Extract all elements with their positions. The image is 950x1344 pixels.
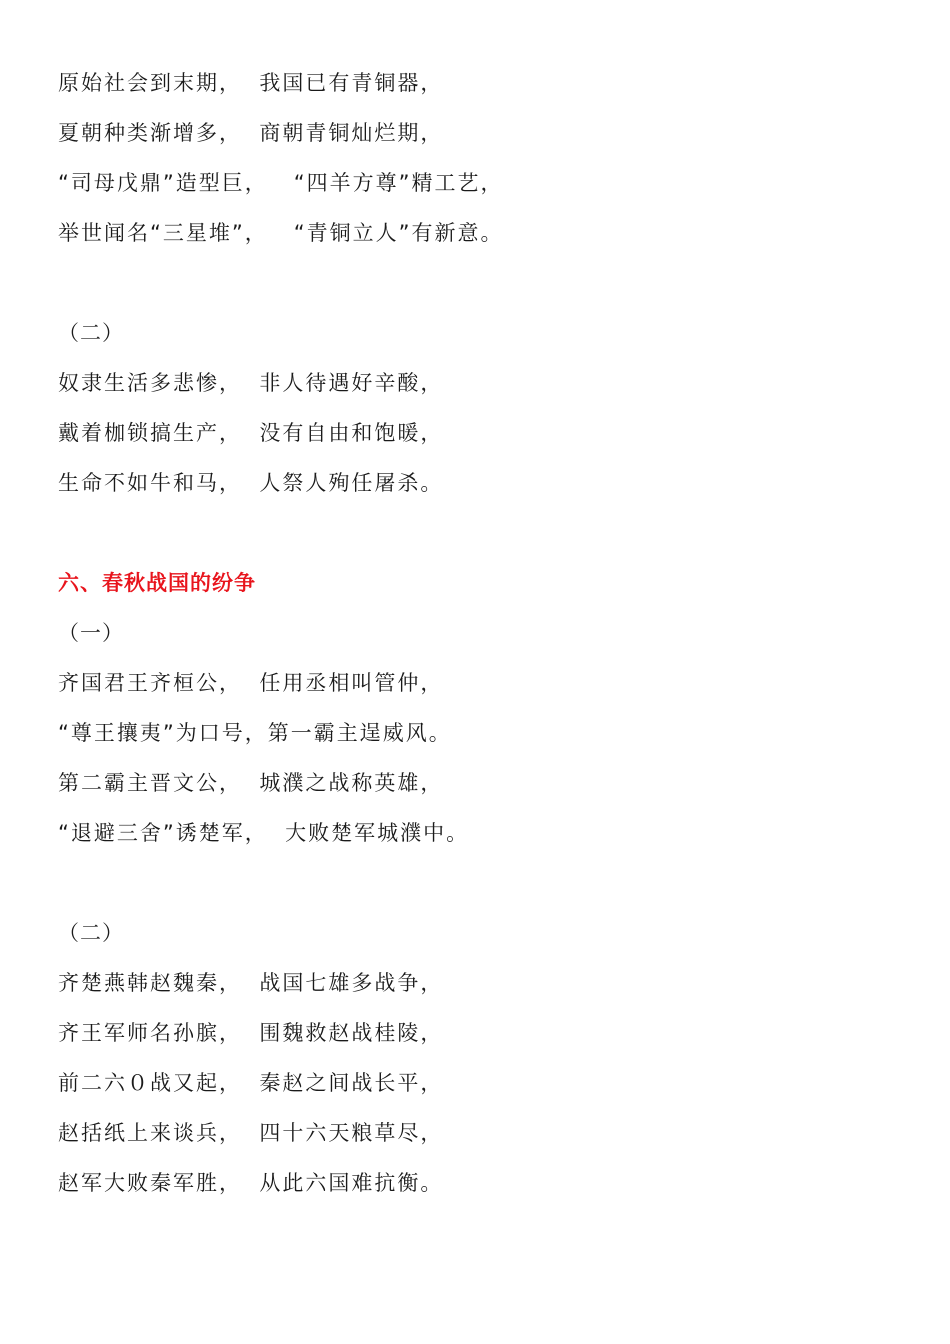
poem-line: 奴隶生活多悲惨， 非人待遇好辛酸， (58, 371, 444, 395)
poem-line: 赵括纸上来谈兵， 四十六天粮草尽， (58, 1121, 444, 1145)
poem-line: 齐楚燕韩赵魏秦， 战国七雄多战争， (58, 971, 444, 995)
section-heading: 六、春秋战国的纷争 (58, 571, 256, 595)
poem-line: “司母戊鼎”造型巨， “四羊方尊”精工艺， (58, 171, 504, 195)
poem-line: 齐国君王齐桓公， 任用丞相叫管仲， (58, 671, 444, 695)
poem-line: 原始社会到末期， 我国已有青铜器， (58, 71, 444, 95)
poem-line: “退避三舍”诱楚军， 大败楚军城濮中。 (58, 821, 470, 845)
subsection-label: （一） (58, 621, 124, 645)
poem-line: 前二六０战又起， 秦赵之间战长平， (58, 1071, 444, 1095)
poem-line: “尊王攘夷”为口号，第一霸主逞威风。 (58, 721, 452, 745)
poem-line: 生命不如牛和马， 人祭人殉任屠杀。 (58, 471, 444, 495)
poem-line: 戴着枷锁搞生产， 没有自由和饱暖， (58, 421, 444, 445)
subsection-label: （二） (58, 321, 124, 345)
poem-line: 夏朝种类渐增多， 商朝青铜灿烂期， (58, 121, 444, 145)
subsection-label: （二） (58, 921, 124, 945)
poem-line: 齐王军师名孙膑， 围魏救赵战桂陵， (58, 1021, 444, 1045)
poem-line: 第二霸主晋文公， 城濮之战称英雄， (58, 771, 444, 795)
poem-line: 举世闻名“三星堆”， “青铜立人”有新意。 (58, 221, 504, 245)
poem-line: 赵军大败秦军胜， 从此六国难抗衡。 (58, 1171, 444, 1195)
